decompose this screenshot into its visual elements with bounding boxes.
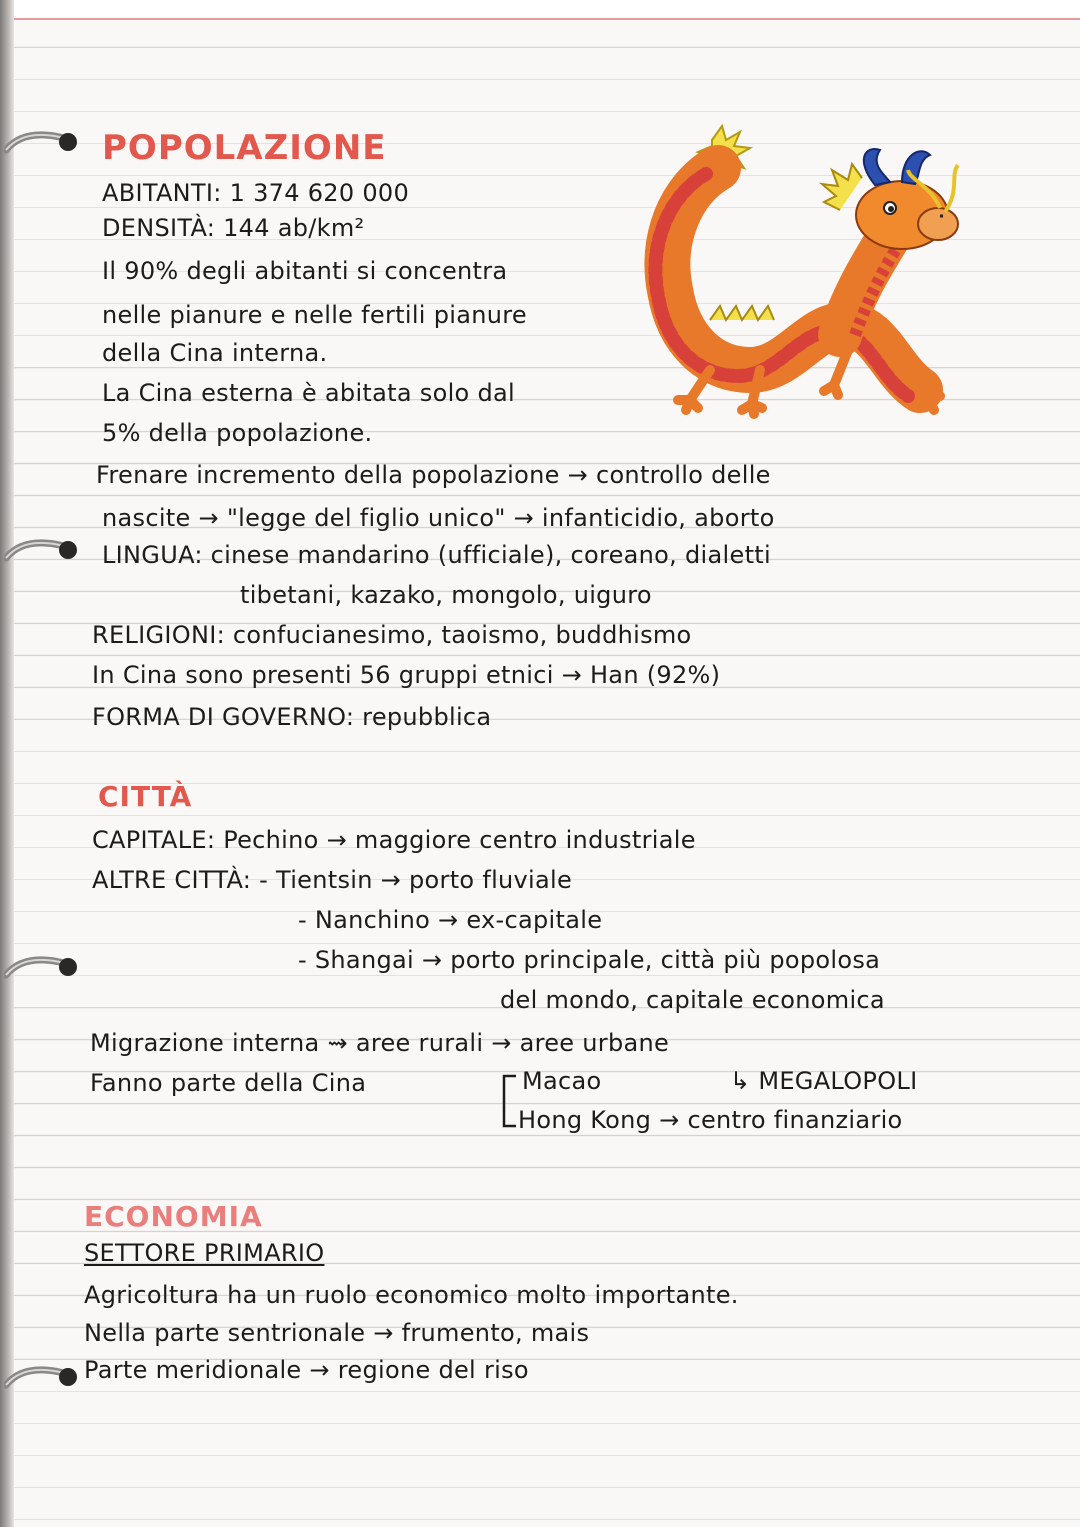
heading-economia: ECONOMIA (84, 1200, 263, 1233)
text-line: In Cina sono presenti 56 gruppi etnici → Han (92%) (92, 661, 721, 689)
binder-ring-icon (4, 130, 80, 158)
text-line: CAPITALE: Pechino → maggiore centro industriale (92, 826, 696, 854)
text-line: 5% della popolazione. (102, 419, 373, 447)
subheading-settore-primario: SETTORE PRIMARIO (84, 1239, 325, 1267)
text-line: Il 90% degli abitanti si concentra (102, 257, 508, 285)
binder-ring-icon (4, 1365, 80, 1393)
text-line: della Cina interna. (102, 339, 328, 367)
margin-line (0, 18, 1080, 20)
text-line: RELIGIONI: confucianesimo, taoismo, buddhismo (92, 621, 692, 649)
text-line: nascite → "legge del figlio unico" → infanticidio, aborto (102, 504, 775, 532)
text-line: Hong Kong → centro finanziario (518, 1106, 903, 1134)
dragon-illustration (640, 120, 980, 465)
heading-citta: CITTÀ (98, 780, 193, 813)
binder-ring-icon (4, 955, 80, 983)
text-line: tibetani, kazako, mongolo, uiguro (240, 581, 652, 609)
bracket-icon (498, 1072, 518, 1130)
text-line: FORMA DI GOVERNO: repubblica (92, 703, 492, 731)
text-line: Fanno parte della Cina (90, 1069, 367, 1097)
text-line: Nella parte sentrionale → frumento, mais (84, 1319, 590, 1347)
text-line: nelle pianure e nelle fertili pianure (102, 301, 527, 329)
text-line: ↳ MEGALOPOLI (730, 1067, 918, 1095)
text-line: La Cina esterna è abitata solo dal (102, 379, 515, 407)
binder-ring-icon (4, 538, 80, 566)
text-line: Parte meridionale → regione del riso (84, 1356, 529, 1384)
text-line: del mondo, capitale economica (500, 986, 885, 1014)
text-line: Macao (522, 1067, 602, 1095)
text-line: Frenare incremento della popolazione → controllo delle (96, 461, 771, 489)
text-line: - Nanchino → ex-capitale (298, 906, 603, 934)
text-line: - Shangai → porto principale, città più popolosa (298, 946, 881, 974)
text-line: LINGUA: cinese mandarino (ufficiale), coreano, dialetti (102, 541, 771, 569)
page-top-margin (0, 0, 1080, 18)
text-line: DENSITÀ: 144 ab/km² (102, 214, 365, 242)
heading-popolazione: POPOLAZIONE (102, 128, 387, 168)
text-line: Agricoltura ha un ruolo economico molto importante. (84, 1281, 739, 1309)
text-line: Migrazione interna ⇝ aree rurali → aree urbane (90, 1029, 670, 1057)
binder-edge (0, 0, 14, 1527)
text-line: ALTRE CITTÀ: - Tientsin → porto fluviale (92, 866, 573, 894)
text-line: ABITANTI: 1 374 620 000 (102, 179, 410, 207)
